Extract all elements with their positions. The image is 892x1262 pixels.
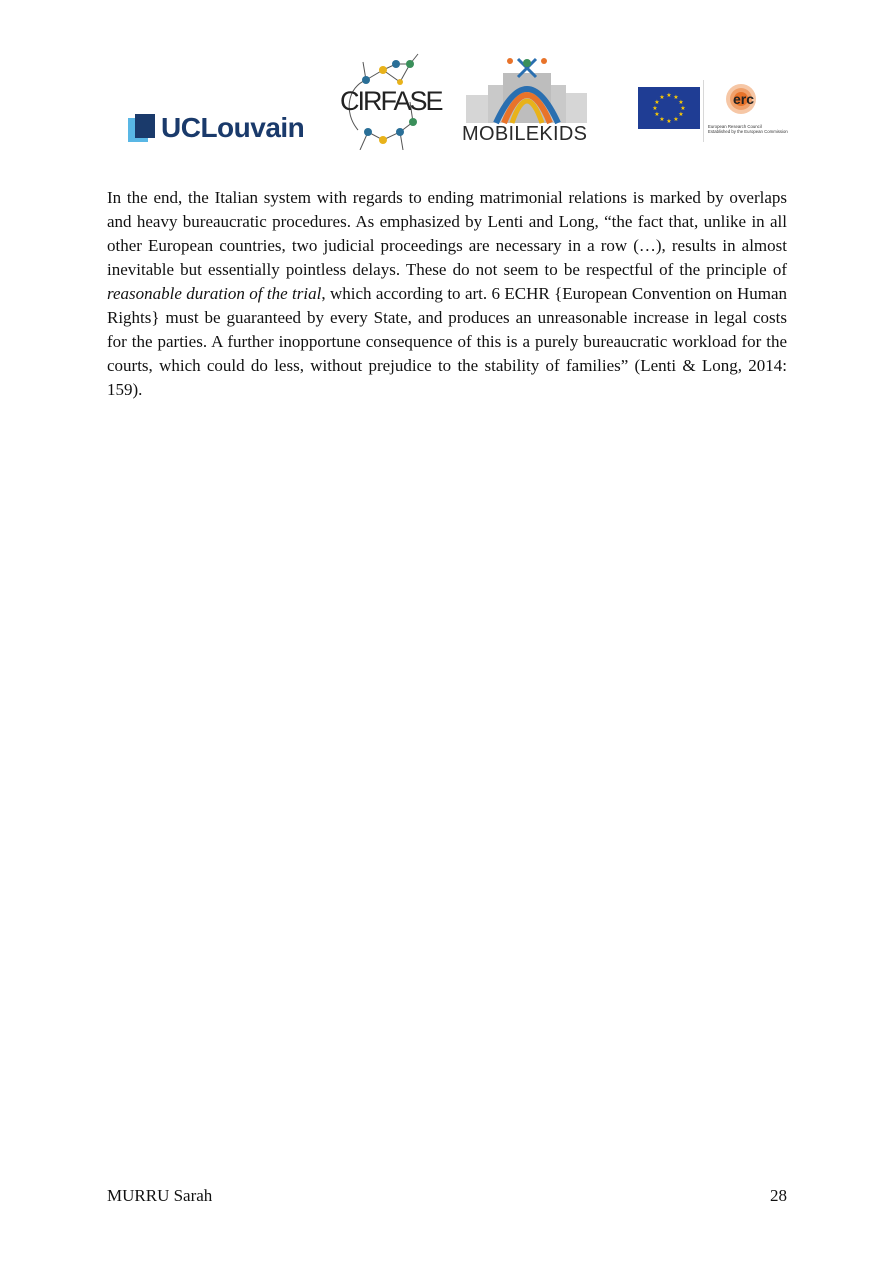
body-text-italic: reasonable duration of the trial [107,284,322,303]
svg-text:★: ★ [666,118,672,125]
page-number: 28 [770,1186,787,1205]
body-paragraph [107,186,787,402]
svg-text:★: ★ [652,105,658,112]
uclouvain-mark-icon [128,114,155,142]
svg-text:★: ★ [659,116,665,123]
svg-text:★: ★ [678,99,684,106]
svg-text:★: ★ [680,105,686,112]
svg-text:★: ★ [673,116,679,123]
header-logos [0,50,892,155]
erc-logo [706,77,788,149]
uclouvain-logo [128,112,304,144]
uclouvain-wordmark: UCLouvain [161,112,305,143]
svg-text:★: ★ [654,111,660,118]
cirfase-wordmark: CIRFASE [340,86,442,116]
mobilekids-arch-icon [458,55,596,125]
logo-divider [703,80,704,142]
eu-flag-icon [638,87,700,129]
svg-text:★: ★ [666,92,672,99]
footer-author: MURRU Sarah [107,1186,213,1205]
svg-text:★: ★ [654,99,660,106]
svg-text:★: ★ [673,94,679,101]
erc-wordmark: erc [733,91,755,107]
body-text-part1: In the end, the Italian system with regards to ending matrimonial relations is marked by overlaps and heavy bureaucratic procedures. As emphasized by Lenti and Long, “the fact that, unlike in all other European countries, two judicial proceedings are necessary in a row (…), results in almost inevitable but essentially pointless delays. These do not seem to be respectful of the principle of [107,188,787,279]
svg-text:★: ★ [659,94,665,101]
body-text-part2: , which according to art. 6 ECHR {European Convention on Human Rights} must be guaranteed by every State, and produces an unreasonable increase in legal costs for the parties. A further inopportune consequence of this is a purely bureaucratic workload for the courts, which could do less, without prejudice to the stability of families” (Lenti & Long, 2014: 159). [107,284,787,399]
cirfase-logo [338,52,442,150]
mobilekids-wordmark: MOBILEKIDS [462,123,588,145]
svg-text:★: ★ [678,111,684,118]
erc-subtitle: European Research Council Established by the European Commission [708,124,788,134]
mobilekids-logo [458,55,596,150]
